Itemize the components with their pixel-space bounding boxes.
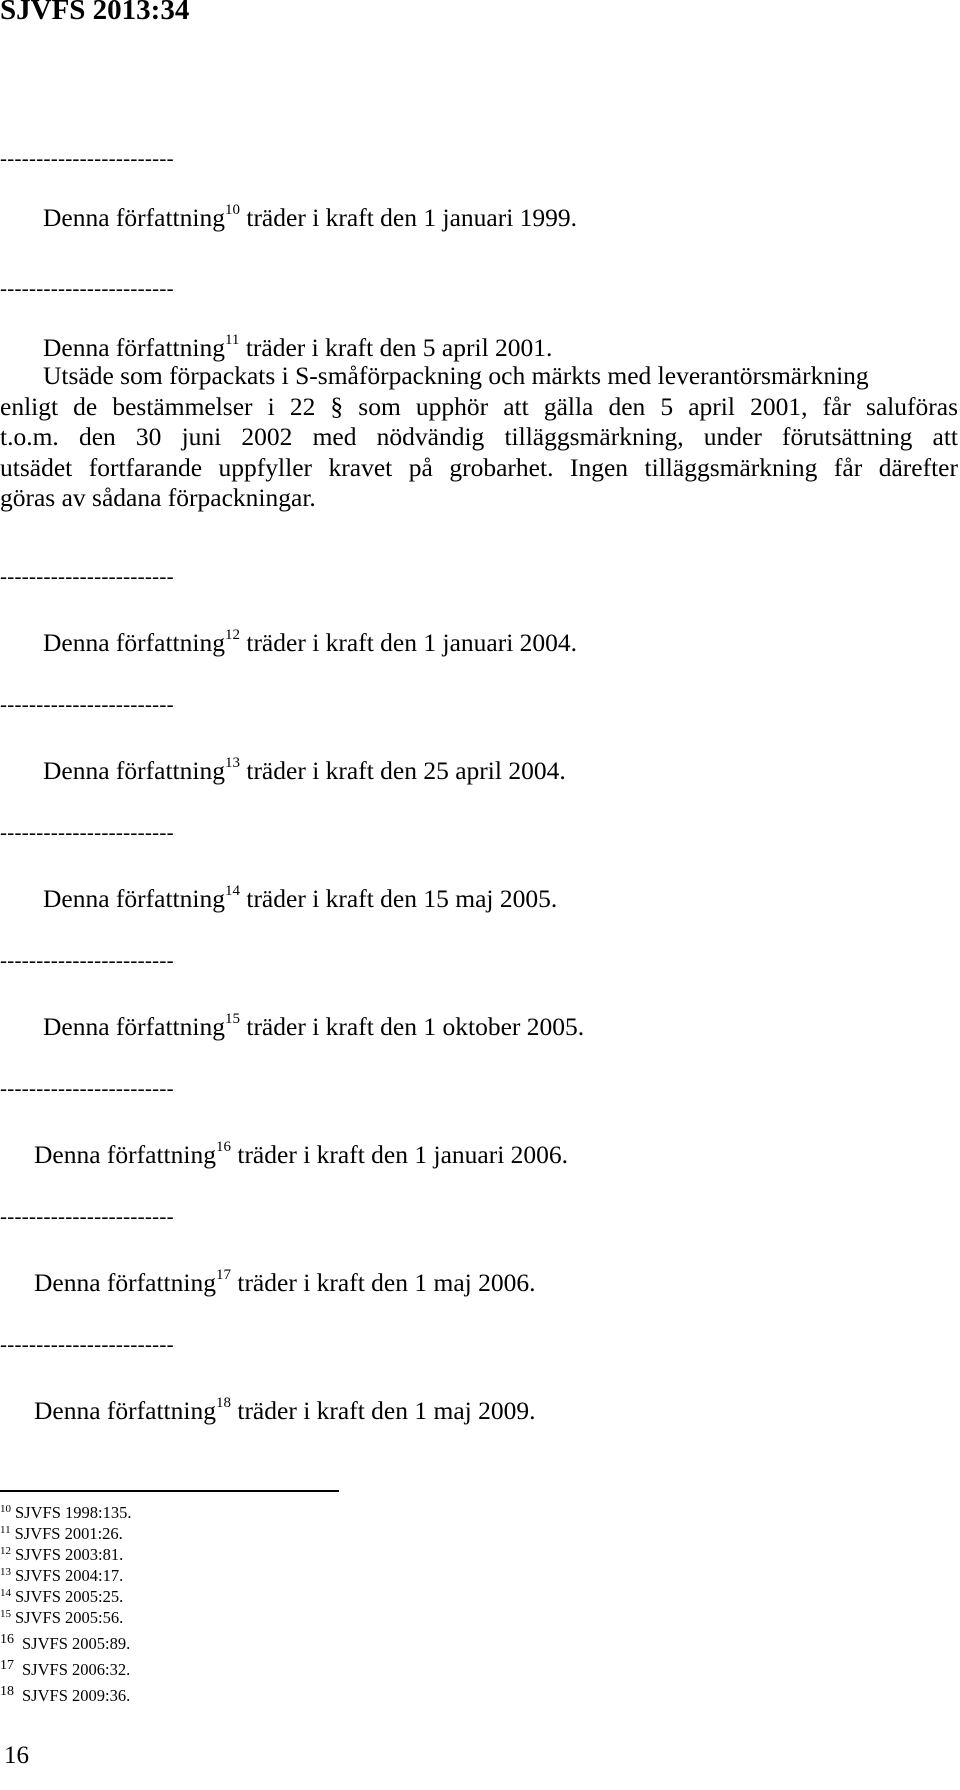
footnote-text: SJVFS 2003:81. bbox=[15, 1545, 124, 1564]
footnote-text: SJVFS 2001:26. bbox=[14, 1524, 123, 1543]
entry-suffix: träder i kraft den 1 maj 2009. bbox=[237, 1396, 536, 1425]
entry-prefix: Denna författning bbox=[43, 1012, 225, 1041]
entry-12 bbox=[43, 626, 578, 657]
separator-line: ------------------------ bbox=[0, 1204, 174, 1228]
separator-line: ------------------------ bbox=[0, 146, 174, 170]
footnote-ref-10[interactable]: 10 bbox=[224, 201, 240, 218]
entry-suffix: träder i kraft den 15 maj 2005. bbox=[246, 884, 558, 913]
entry-18 bbox=[34, 1394, 536, 1425]
paragraph-line: Utsäde som förpackats i S-småförpackning och märkts med leverantörsmärkning bbox=[43, 361, 869, 390]
footnote-text: SJVFS 2005:25. bbox=[15, 1587, 124, 1606]
footnote-ref-13[interactable]: 13 bbox=[224, 754, 240, 771]
entry-prefix: Denna författning bbox=[43, 756, 225, 785]
footnote-text: SJVFS 2006:32. bbox=[22, 1660, 131, 1679]
entry-prefix: Denna författning bbox=[43, 884, 225, 913]
paragraph-line: göras av sådana förpackningar. bbox=[0, 483, 316, 512]
entry-16 bbox=[34, 1138, 569, 1169]
footnote-separator-rule bbox=[0, 1490, 339, 1492]
entry-suffix: träder i kraft den 1 januari 1999. bbox=[246, 203, 578, 232]
entry-suffix: träder i kraft den 1 oktober 2005. bbox=[246, 1012, 585, 1041]
entry-prefix: Denna författning bbox=[43, 203, 225, 232]
entry-prefix: Denna författning bbox=[43, 628, 225, 657]
entry-15 bbox=[43, 1010, 585, 1041]
footnote-ref-17[interactable]: 17 bbox=[215, 1266, 231, 1283]
footnote-text: SJVFS 2005:89. bbox=[22, 1634, 131, 1653]
footnote-text: SJVFS 2009:36. bbox=[22, 1686, 131, 1705]
footnote-number: 12 bbox=[0, 1545, 11, 1557]
entry-suffix: träder i kraft den 1 maj 2006. bbox=[237, 1268, 536, 1297]
entry-13 bbox=[43, 754, 566, 785]
entry-prefix: Denna författning bbox=[34, 1396, 216, 1425]
paragraph-line: utsädet fortfarande uppfyller kravet på grobarhet. Ingen tilläggsmärkning får därefter bbox=[0, 452, 958, 482]
entry-suffix: träder i kraft den 1 januari 2006. bbox=[237, 1140, 569, 1169]
entry-suffix: träder i kraft den 1 januari 2004. bbox=[246, 628, 578, 657]
separator-line: ------------------------ bbox=[0, 820, 174, 844]
footnote-text: SJVFS 2004:17. bbox=[15, 1566, 124, 1585]
footnote-ref-15[interactable]: 15 bbox=[224, 1010, 240, 1027]
footnote-number: 13 bbox=[0, 1566, 11, 1578]
separator-line: ------------------------ bbox=[0, 692, 174, 716]
footnote-item bbox=[0, 1568, 123, 1585]
footnote-item bbox=[0, 1505, 131, 1522]
footnote-number: 15 bbox=[0, 1608, 11, 1620]
footnote-ref-12[interactable]: 12 bbox=[224, 626, 240, 643]
footnote-item bbox=[0, 1632, 131, 1653]
entry-prefix: Denna författning bbox=[43, 333, 225, 362]
footnote-number: 10 bbox=[0, 1503, 11, 1515]
footnote-text: SJVFS 2005:56. bbox=[15, 1608, 124, 1627]
footnote-number: 14 bbox=[0, 1587, 11, 1599]
transition-paragraph bbox=[0, 361, 960, 514]
footnote-ref-14[interactable]: 14 bbox=[224, 882, 240, 899]
separator-line: ------------------------ bbox=[0, 1076, 174, 1100]
paragraph-line: t.o.m. den 30 juni 2002 med nödvändig tilläggsmärkning, under förutsättning att bbox=[0, 422, 958, 451]
entry-suffix: träder i kraft den 25 april 2004. bbox=[246, 756, 566, 785]
footnote-number: 16 bbox=[0, 1632, 14, 1647]
footnote-text: SJVFS 1998:135. bbox=[15, 1503, 132, 1522]
footnote-ref-11[interactable]: 11 bbox=[224, 331, 240, 348]
page-header-title: SJVFS 2013:34 bbox=[0, 0, 190, 26]
paragraph-line: enligt de bestämmelser i 22 § som upphör att gälla den 5 april 2001, får saluföras bbox=[0, 391, 958, 421]
footnote-number: 17 bbox=[0, 1658, 14, 1673]
separator-line: ------------------------ bbox=[0, 564, 174, 588]
page-number: 16 bbox=[4, 1742, 29, 1769]
footnote-number: 18 bbox=[0, 1684, 14, 1699]
separator-line: ------------------------ bbox=[0, 1332, 174, 1356]
entry-10 bbox=[43, 201, 578, 232]
footnote-item bbox=[0, 1610, 123, 1627]
entry-11 bbox=[43, 331, 553, 362]
footnote-item bbox=[0, 1526, 123, 1543]
entry-17 bbox=[34, 1266, 536, 1297]
separator-line: ------------------------ bbox=[0, 276, 174, 300]
footnote-item bbox=[0, 1589, 123, 1606]
footnote-ref-18[interactable]: 18 bbox=[215, 1394, 231, 1411]
separator-line: ------------------------ bbox=[0, 948, 174, 972]
footnote-item bbox=[0, 1684, 131, 1705]
entry-prefix: Denna författning bbox=[34, 1140, 216, 1169]
entry-suffix: träder i kraft den 5 april 2001. bbox=[245, 333, 553, 362]
footnote-item bbox=[0, 1658, 131, 1679]
entry-prefix: Denna författning bbox=[34, 1268, 216, 1297]
footnote-ref-16[interactable]: 16 bbox=[215, 1138, 231, 1155]
entry-14 bbox=[43, 882, 558, 913]
footnote-item bbox=[0, 1547, 123, 1564]
footnote-number: 11 bbox=[0, 1524, 11, 1536]
